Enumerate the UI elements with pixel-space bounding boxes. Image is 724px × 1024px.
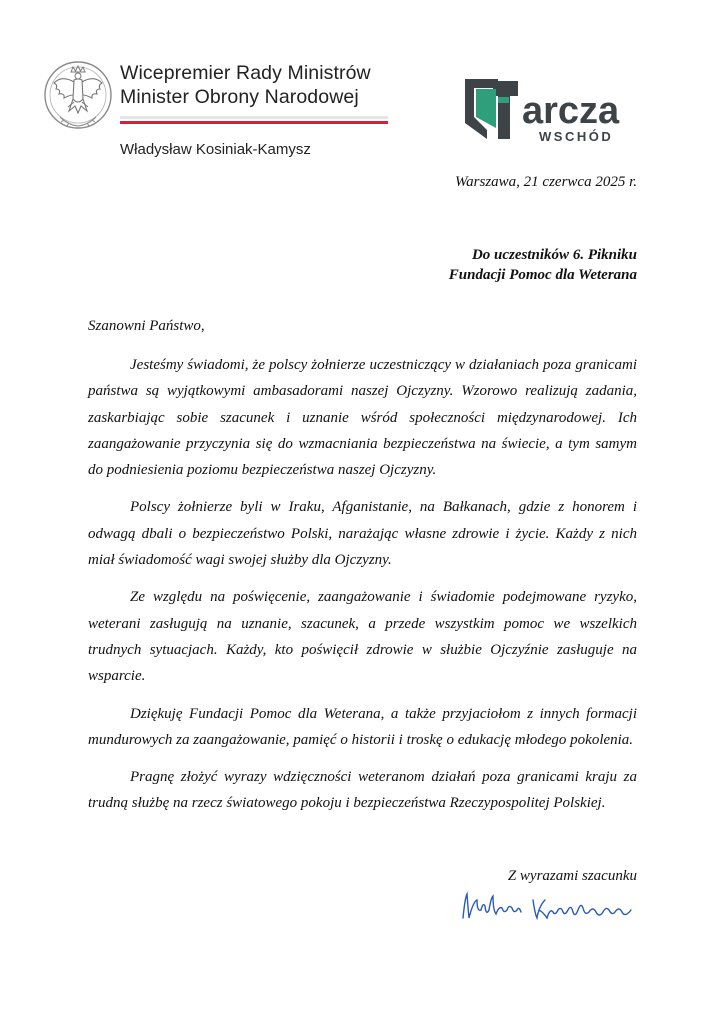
paragraph: Jesteśmy świadomi, że polscy żołnierze uczestniczący w działaniach poza granicami państwa są wyjątkowymi ambasadorami naszej Ojczyzny. Wzorowo realizują zadania, zaskarbiając sobie szacunek i uznanie wśród społeczności międzynarodowej. Ich zaangażowanie przyczynia się do wzmacniania bezpieczeństwa na świecie, a tym samym do podniesienia poziomu bezpieczeństwa naszej Ojczyzny. (88, 357, 637, 479)
office-title-line1: Wicepremier Rady Ministrów (120, 62, 371, 84)
addressee-line1: Do uczestników 6. Pikniku (471, 247, 637, 263)
signature-surname-stroke (533, 900, 631, 918)
paragraph: Pragnę złożyć wyrazy wdzięczności weteranom działań poza granicami kraju za trudną służbę na rzecz światowego pokoju i bezpieczeństwa Rzeczypospolitej Polskiej. (88, 769, 637, 812)
closing: Z wyrazami szacunku (507, 868, 637, 884)
paragraph: Dziękuję Fundacji Pomoc dla Weterana, a także przyjaciołom z innych formacji mundurowych za zaangażowanie, pamięć o historii i troskę o edukację młodego pokolenia. (88, 705, 637, 748)
flag-stripe-white (120, 116, 388, 119)
addressee (449, 245, 637, 285)
minister-name: Władysław Kosiniak-Kamysz (120, 141, 311, 158)
letter-body (88, 352, 637, 828)
logo-wordmark: arcza (522, 90, 620, 132)
tarcza-wschod-logo (462, 73, 628, 143)
paragraph: Polscy żołnierze byli w Iraku, Afganistanie, na Bałkanach, gdzie z honorem i odwagą dbali o bezpieczeństwo Polski, narażając własne zdrowie i życie. Każdy z nich miał świadomość wagi swojej służby dla Ojczyzny. (88, 499, 637, 569)
paragraph: Ze względu na poświęcenie, zaangażowanie i świadomie podejmowane ryzyko, weterani zasługują na uznanie, szacunek, a przede wszystkim pomoc we wszelkich trudnych sytuacjach. Każdy, kto poświęcił zdrowie w służbie Ojczyźnie zasługuje na wsparcie. (88, 589, 637, 685)
salutation: Szanowni Państwo, (88, 318, 205, 334)
flag-stripe-red (120, 121, 388, 124)
handwritten-signature (455, 888, 640, 928)
signature-first-name-stroke (463, 894, 521, 918)
letter-date: Warszawa, 21 czerwca 2025 r. (455, 174, 637, 190)
office-title-line2: Minister Obrony Narodowej (120, 86, 359, 108)
eagle-emblem-icon (42, 55, 114, 140)
logo-subtitle: WSCHÓD (539, 129, 614, 143)
addressee-line2: Fundacji Pomoc dla Weterana (448, 267, 637, 283)
